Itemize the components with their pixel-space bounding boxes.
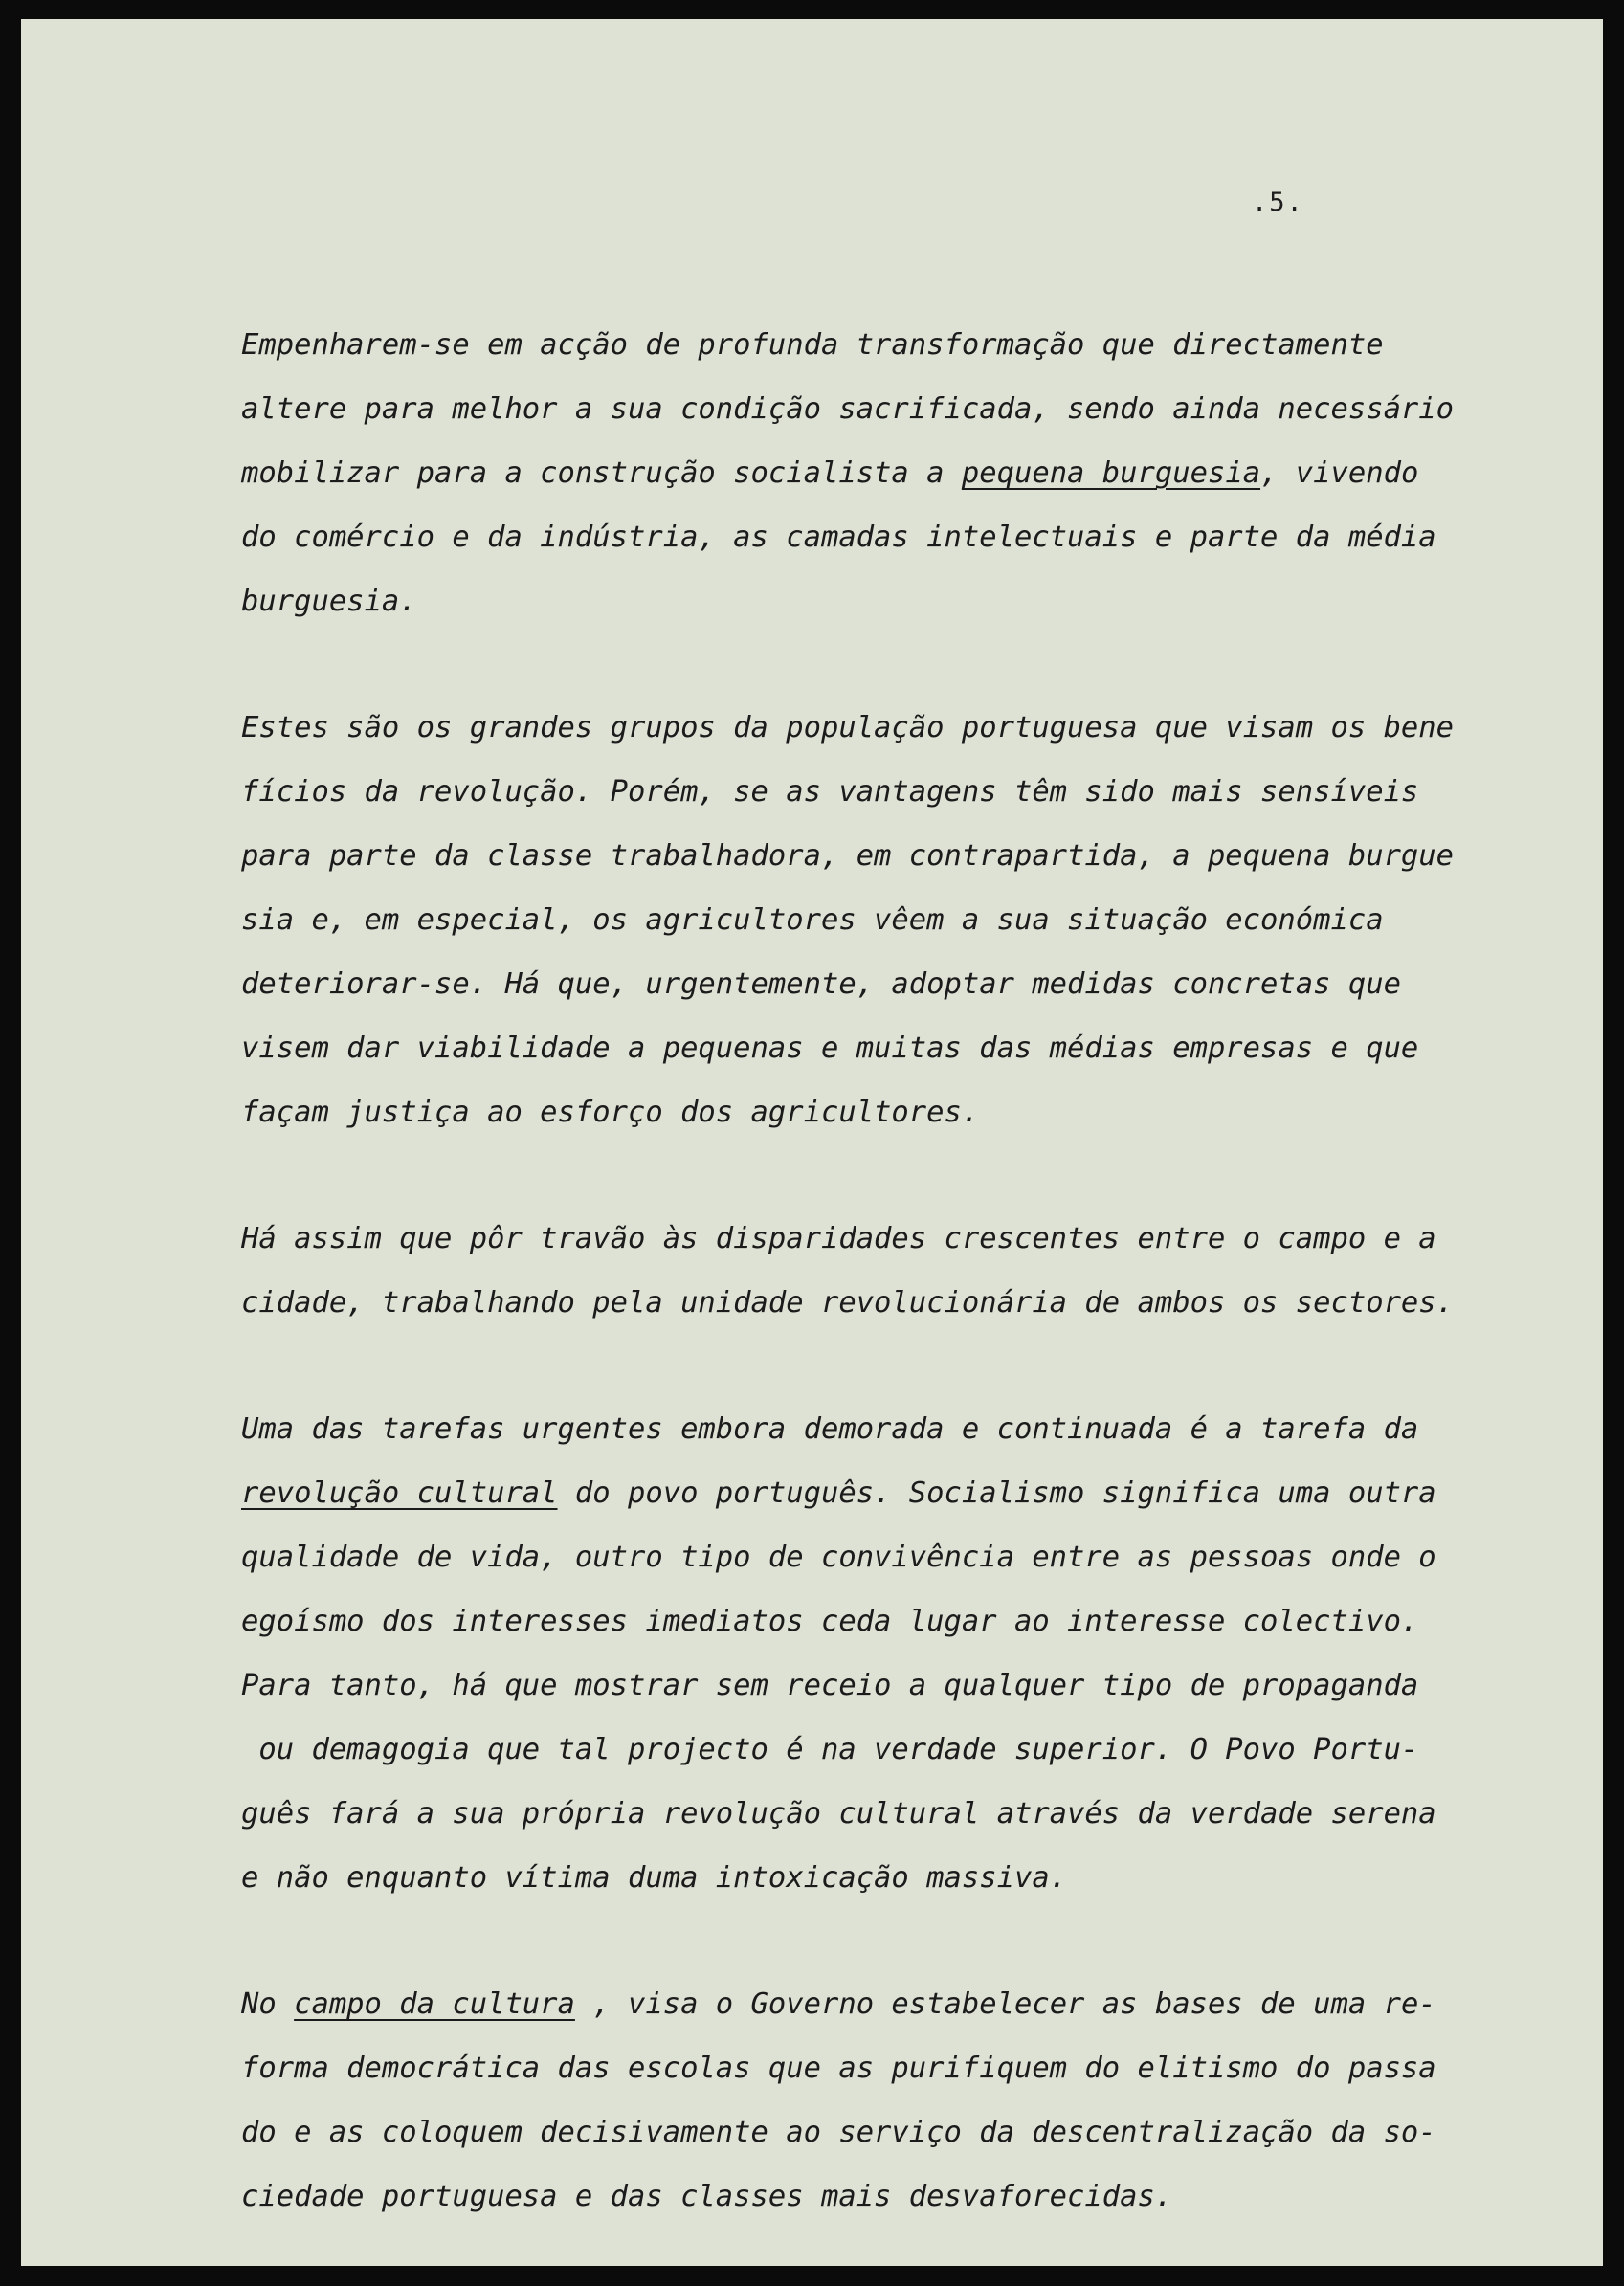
text-line [241,2100,1552,2164]
text-line [241,441,1552,505]
text-segment: deteriorar-se. Há que, urgentemente, adoptar medidas concretas que [241,967,1401,1001]
text-line [241,1653,1552,1718]
text-line [241,696,1552,760]
text-line [241,1846,1552,1910]
text-segment: egoísmo dos interesses imediatos ceda lugar ao interesse colectivo. [241,1605,1419,1638]
text-line [241,1718,1552,1782]
text-line [241,1207,1552,1271]
text-line [241,505,1552,569]
text-segment: façam justiça ao esforço dos agricultores. [241,1096,980,1129]
text-segment: Estes são os grandes grupos da população portuguesa que visam os bene [241,711,1455,744]
text-line [241,952,1552,1016]
paragraph [241,1207,1552,1335]
text-segment: e não enquanto vítima duma intoxicação massiva. [241,1861,1068,1895]
text-segment: No [241,1987,295,2021]
text-line [241,1080,1552,1144]
text-segment: visem dar viabilidade a pequenas e muitas das médias empresas e que [241,1032,1419,1065]
paragraph-spacer [241,1144,1552,1207]
text-segment: altere para melhor a sua condição sacrificada, sendo ainda necessário [241,392,1455,426]
text-segment: ciedade portuguesa e das classes mais desvaforecidas. [241,2180,1173,2213]
text-line [241,313,1552,377]
paragraph-spacer [241,1335,1552,1397]
paragraph [241,1397,1552,1910]
text-segment: Empenharem-se em acção de profunda transformação que directamente [241,328,1384,362]
text-segment: Há assim que pôr travão às disparidades crescentes entre o campo e a [241,1222,1436,1255]
text-line [241,1589,1552,1653]
paragraph-spacer [241,1910,1552,1972]
text-line [241,760,1552,824]
document-body [241,313,1552,2229]
paragraph [241,696,1552,1144]
text-segment: do e as coloquem decisivamente ao serviço da descentralização da so- [241,2116,1436,2149]
text-line [241,1972,1552,2036]
text-line [241,1525,1552,1589]
text-segment: Uma das tarefas urgentes embora demorada e continuada é a tarefa da [241,1412,1419,1446]
page-number: .5. [1252,188,1304,217]
text-segment: forma democrática das escolas que as purifiquem do elitismo do passa [241,2052,1436,2085]
text-line [241,1782,1552,1846]
text-segment: , visa o Governo estabelecer as bases de uma re- [574,1987,1436,2021]
text-segment: sia e, em especial, os agricultores vêem a sua situação económica [241,903,1384,937]
text-segment: fícios da revolução. Porém, se as vantagens têm sido mais sensíveis [241,775,1419,809]
text-line [241,2164,1552,2229]
paragraph-spacer [241,633,1552,696]
underlined-phrase: campo da cultura [294,1987,575,2021]
text-segment: guês fará a sua própria revolução cultural através da verdade serena [241,1797,1436,1831]
text-line [241,1016,1552,1080]
text-segment: ou demagogia que tal projecto é na verdade superior. O Povo Portu- [241,1733,1419,1766]
text-line [241,1271,1552,1335]
paragraph [241,313,1552,633]
text-segment: do comércio e da indústria, as camadas intelectuais e parte da média [241,521,1436,554]
underlined-phrase: pequena burguesia [961,456,1261,490]
text-line [241,2036,1552,2100]
text-line [241,1461,1552,1525]
text-segment: mobilizar para a construção socialista a [241,456,962,490]
underlined-phrase: revolução cultural [241,1476,558,1510]
text-line [241,377,1552,441]
text-segment: burguesia. [241,585,417,618]
text-segment: Para tanto, há que mostrar sem receio a qualquer tipo de propaganda [241,1669,1419,1702]
text-segment: para parte da classe trabalhadora, em contrapartida, a pequena burgue [241,839,1455,873]
text-line [241,569,1552,633]
document-page [21,19,1603,2266]
text-segment: cidade, trabalhando pela unidade revolucionária de ambos os sectores. [241,1286,1455,1320]
text-line [241,824,1552,888]
paragraph [241,1972,1552,2229]
text-segment: , vivendo [1260,456,1419,490]
text-segment: do povo português. Socialismo significa uma outra [557,1476,1436,1510]
text-line [241,888,1552,952]
text-line [241,1397,1552,1461]
text-segment: qualidade de vida, outro tipo de convivência entre as pessoas onde o [241,1541,1436,1574]
